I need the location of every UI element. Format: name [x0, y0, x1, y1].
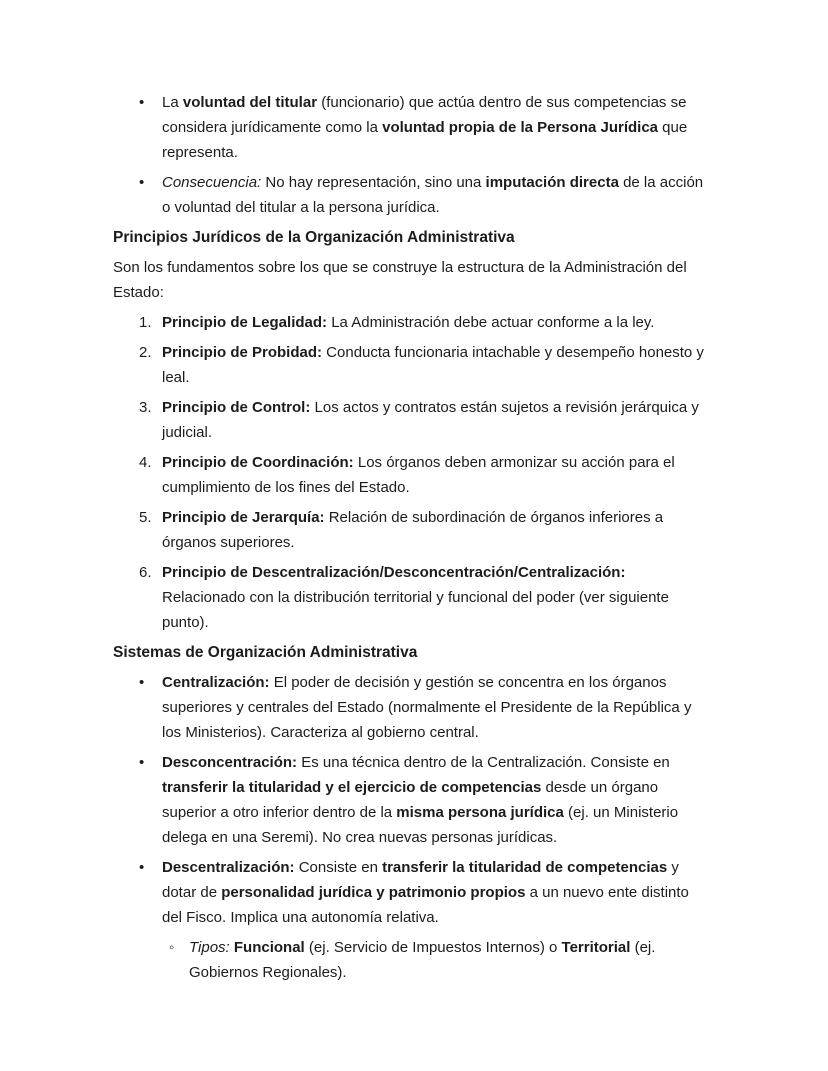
text-run: La [162, 94, 183, 111]
document-content [113, 90, 713, 990]
numbered-text-descentralizacion [162, 560, 713, 635]
bullet-item-desconcentracion [113, 750, 713, 850]
text-run: desde un órgano superior a otro inferior dentro de la [162, 779, 659, 821]
text-run: Desconcentración: [162, 754, 298, 771]
text-run: Principio de Legalidad: [162, 314, 328, 331]
bullet-marker: • [139, 94, 145, 111]
numbered-item-coordinacion [113, 450, 713, 500]
text-run: personalidad jurídica y patrimonio propios [221, 884, 526, 901]
numbered-item-descentralizacion [113, 560, 713, 635]
numbered-text-jerarquia [162, 505, 713, 555]
text-run: y dotar de [162, 859, 679, 901]
text-run: La Administración debe actuar conforme a la ley. [327, 314, 655, 331]
numbered-item-control [113, 395, 713, 445]
sub-bullet-text-tipos [189, 935, 713, 985]
text-run: El poder de decisión y gestión se concentra en los órganos superiores y centrales del Estado (normalmente el Presidente de la República y los Ministerios). Caracteriza al gobierno central. [162, 674, 692, 741]
numbered-text-probidad [162, 340, 713, 390]
text-run: (ej. Servicio de Impuestos Internos) o [304, 939, 562, 956]
bullet-marker: • [139, 674, 145, 691]
sub-bullet-item-tipos [169, 935, 713, 985]
text-run: voluntad del titular [182, 94, 318, 111]
text-run: (funcionario) que actúa dentro de sus competencias se considera jurídicamente como la [162, 94, 687, 136]
bullet-item-consecuencia [113, 170, 713, 220]
list-number: 1. [139, 314, 152, 331]
paragraph-intro: Son los fundamentos sobre los que se construye la estructura de la Administración del Estado: [113, 259, 687, 301]
text-run: Principio de Control: [162, 399, 311, 416]
text-run: Principio de Descentralización/Desconcentración/Centralización: [162, 564, 626, 581]
text-run: Consiste en [294, 859, 383, 876]
bullet-text-voluntad [162, 90, 713, 165]
text-run: Principio de Probidad: [162, 344, 323, 361]
text-run: Es una técnica dentro de la Centralización. Consiste en [297, 754, 670, 771]
numbered-text-control [162, 395, 713, 445]
heading-principios-juridicos: Principios Jurídicos de la Organización Administrativa [113, 229, 515, 246]
text-run: Descentralización: [162, 859, 295, 876]
text-run: Principio de Coordinación: [162, 454, 354, 471]
list-number: 2. [139, 344, 152, 361]
numbered-item-jerarquia [113, 505, 713, 555]
bullet-text-consecuencia [162, 170, 713, 220]
numbered-item-probidad [113, 340, 713, 390]
text-run: Funcional [233, 939, 305, 956]
text-run: transferir la titularidad de competencias [382, 859, 668, 876]
text-run: a un nuevo ente distinto del Fisco. Implica una autonomía relativa. [162, 884, 689, 926]
heading-sistemas-organizacion: Sistemas de Organización Administrativa [113, 644, 418, 661]
bullet-item-centralizacion [113, 670, 713, 745]
bullet-marker: • [139, 754, 145, 771]
text-run: Principio de Jerarquía: [162, 509, 325, 526]
text-run: Consecuencia: [162, 174, 262, 191]
bullet-text-descentralizacion [162, 855, 713, 930]
list-number: 4. [139, 454, 152, 471]
text-run: misma persona jurídica [396, 804, 564, 821]
text-run: Los actos y contratos están sujetos a revisión jerárquica y judicial. [162, 399, 699, 441]
sub-bullet-marker: ◦ [169, 939, 175, 956]
list-number: 3. [139, 399, 152, 416]
text-run: de la acción o voluntad del titular a la persona jurídica. [162, 174, 704, 216]
bullet-marker: • [139, 174, 145, 191]
text-run: Centralización: [162, 674, 270, 691]
text-run: Tipos: [189, 939, 230, 956]
bullet-item-descentralizacion [113, 855, 713, 930]
numbered-text-legalidad [162, 310, 713, 335]
bullet-item-voluntad [113, 90, 713, 165]
bullet-text-desconcentracion [162, 750, 713, 850]
text-run: Relación de subordinación de órganos inferiores a órganos superiores. [162, 509, 664, 551]
list-number: 5. [139, 509, 152, 526]
text-run: transferir la titularidad y el ejercicio de competencias [162, 779, 542, 796]
text-run: Conducta funcionaria intachable y desempeño honesto y leal. [162, 344, 704, 386]
text-run: voluntad propia de la Persona Jurídica [382, 119, 659, 136]
text-run: Territorial [561, 939, 631, 956]
bullet-text-centralizacion [162, 670, 713, 745]
bullet-marker: • [139, 859, 145, 876]
text-run: Los órganos deben armonizar su acción para el cumplimiento de los fines del Estado. [162, 454, 675, 496]
list-number: 6. [139, 564, 152, 581]
text-run: Relacionado con la distribución territorial y funcional del poder (ver siguiente punto). [162, 589, 669, 631]
text-run: No hay representación, sino una [261, 174, 486, 191]
numbered-text-coordinacion [162, 450, 713, 500]
text-run: que representa. [162, 119, 688, 161]
text-run: (ej. Gobiernos Regionales). [189, 939, 656, 981]
text-run: imputación directa [485, 174, 619, 191]
text-run: (ej. un Ministerio delega en una Seremi). No crea nuevas personas jurídicas. [162, 804, 679, 846]
numbered-item-legalidad [113, 310, 713, 335]
